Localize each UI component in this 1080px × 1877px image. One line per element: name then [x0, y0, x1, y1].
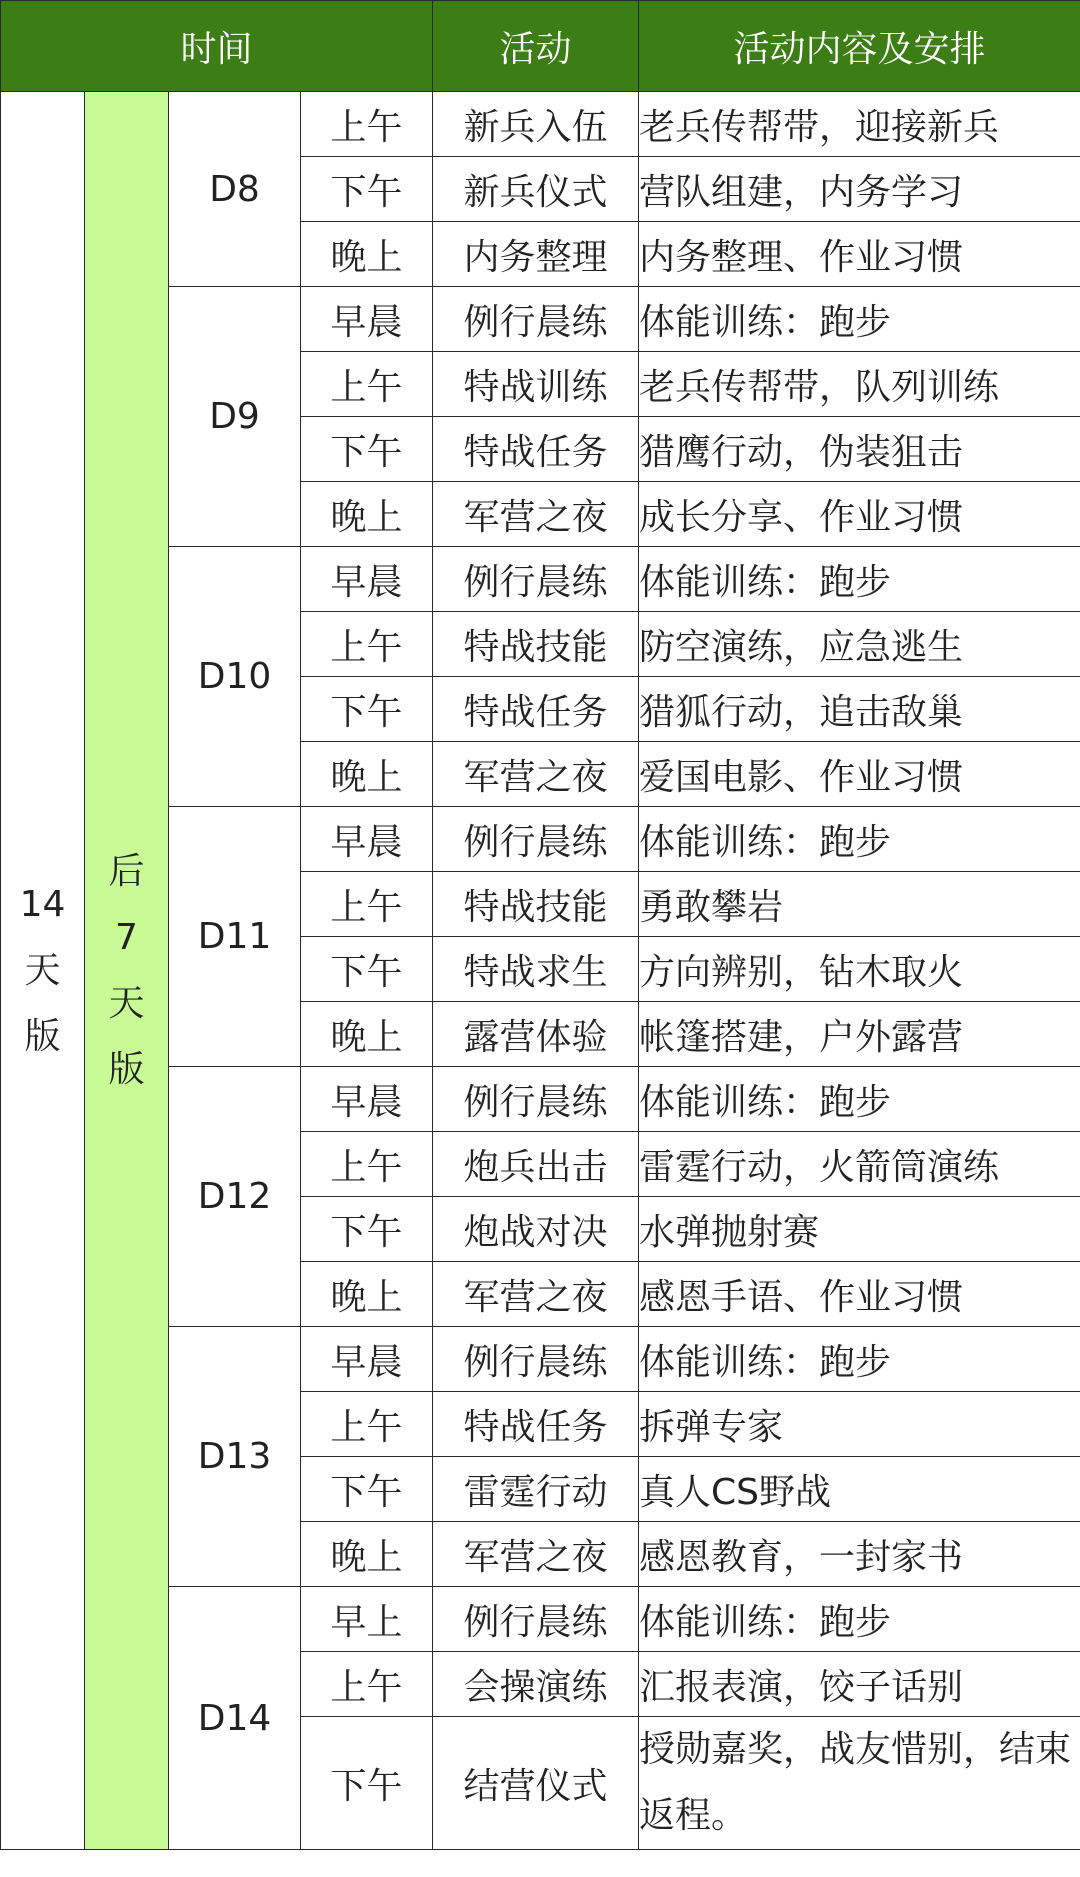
sub-version-char: 后 [108, 850, 145, 892]
activity-content: 真人CS野战 [639, 1457, 1080, 1522]
activity-content: 方向辨别，钻木取火 [639, 937, 1080, 1002]
sub-version-char: 版 [108, 1048, 145, 1090]
activity-content: 老兵传帮带，队列训练 [639, 352, 1080, 417]
activity-name: 结营仪式 [433, 1717, 639, 1850]
time-slot: 下午 [301, 677, 433, 742]
sub-version-char: 天 [108, 982, 145, 1024]
schedule-row [1, 92, 1080, 157]
time-slot: 下午 [301, 157, 433, 222]
activity-content: 猎鹰行动，伪装狙击 [639, 417, 1080, 482]
day-label: D14 [169, 1587, 301, 1850]
header-time: 时间 [1, 1, 433, 92]
activity-name: 露营体验 [433, 1002, 639, 1067]
day-label: D13 [169, 1327, 301, 1587]
activity-content: 体能训练：跑步 [639, 1587, 1080, 1652]
activity-content: 体能训练：跑步 [639, 287, 1080, 352]
activity-name: 炮兵出击 [433, 1132, 639, 1197]
activity-name: 会操演练 [433, 1652, 639, 1717]
sub-version-char: 7 [115, 916, 138, 958]
time-slot: 晚上 [301, 1522, 433, 1587]
activity-name: 特战任务 [433, 1392, 639, 1457]
time-slot: 晚上 [301, 742, 433, 807]
activity-name: 内务整理 [433, 222, 639, 287]
activity-name: 新兵仪式 [433, 157, 639, 222]
activity-name: 特战技能 [433, 612, 639, 677]
sub-version-label [85, 92, 169, 1850]
activity-name: 例行晨练 [433, 807, 639, 872]
activity-content: 爱国电影、作业习惯 [639, 742, 1080, 807]
time-slot: 晚上 [301, 482, 433, 547]
activity-content: 体能训练：跑步 [639, 807, 1080, 872]
activity-name: 特战训练 [433, 352, 639, 417]
activity-name: 特战任务 [433, 417, 639, 482]
activity-name: 军营之夜 [433, 742, 639, 807]
version-char: 14 [19, 883, 66, 925]
time-slot: 上午 [301, 612, 433, 677]
header-content: 活动内容及安排 [639, 1, 1080, 92]
activity-content: 内务整理、作业习惯 [639, 222, 1080, 287]
day-label: D11 [169, 807, 301, 1067]
activity-name: 军营之夜 [433, 1262, 639, 1327]
time-slot: 下午 [301, 417, 433, 482]
version-char: 天 [24, 949, 61, 991]
activity-name: 例行晨练 [433, 287, 639, 352]
activity-content: 感恩教育，一封家书 [639, 1522, 1080, 1587]
time-slot: 晚上 [301, 1262, 433, 1327]
time-slot: 上午 [301, 92, 433, 157]
activity-name: 雷霆行动 [433, 1457, 639, 1522]
time-slot: 下午 [301, 1197, 433, 1262]
activity-name: 例行晨练 [433, 1067, 639, 1132]
day-label: D8 [169, 92, 301, 287]
time-slot: 上午 [301, 1652, 433, 1717]
time-slot: 早晨 [301, 1067, 433, 1132]
activity-content: 体能训练：跑步 [639, 1067, 1080, 1132]
activity-name: 军营之夜 [433, 482, 639, 547]
schedule-body [1, 92, 1080, 1850]
time-slot: 下午 [301, 1717, 433, 1850]
activity-content: 成长分享、作业习惯 [639, 482, 1080, 547]
header-row [1, 1, 1080, 92]
activity-content: 拆弹专家 [639, 1392, 1080, 1457]
time-slot: 上午 [301, 872, 433, 937]
activity-name: 新兵入伍 [433, 92, 639, 157]
activity-name: 例行晨练 [433, 1587, 639, 1652]
time-slot: 晚上 [301, 222, 433, 287]
activity-content: 帐篷搭建，户外露营 [639, 1002, 1080, 1067]
time-slot: 早晨 [301, 547, 433, 612]
time-slot: 上午 [301, 1392, 433, 1457]
time-slot: 早晨 [301, 287, 433, 352]
activity-content: 汇报表演，饺子话别 [639, 1652, 1080, 1717]
activity-content: 猎狐行动，追击敌巢 [639, 677, 1080, 742]
time-slot: 早晨 [301, 1327, 433, 1392]
day-label: D12 [169, 1067, 301, 1327]
time-slot: 上午 [301, 1132, 433, 1197]
version-char: 版 [24, 1015, 61, 1057]
activity-name: 特战求生 [433, 937, 639, 1002]
activity-content: 雷霆行动，火箭筒演练 [639, 1132, 1080, 1197]
time-slot: 早晨 [301, 807, 433, 872]
activity-content: 老兵传帮带，迎接新兵 [639, 92, 1080, 157]
time-slot: 下午 [301, 1457, 433, 1522]
day-label: D9 [169, 287, 301, 547]
activity-content: 营队组建，内务学习 [639, 157, 1080, 222]
activity-name: 炮战对决 [433, 1197, 639, 1262]
time-slot: 上午 [301, 352, 433, 417]
activity-content: 体能训练：跑步 [639, 1327, 1080, 1392]
activity-content: 防空演练，应急逃生 [639, 612, 1080, 677]
activity-content: 体能训练：跑步 [639, 547, 1080, 612]
activity-name: 例行晨练 [433, 1327, 639, 1392]
activity-name: 军营之夜 [433, 1522, 639, 1587]
header-activity: 活动 [433, 1, 639, 92]
activity-name: 特战任务 [433, 677, 639, 742]
activity-content: 勇敢攀岩 [639, 872, 1080, 937]
activity-content: 水弹抛射赛 [639, 1197, 1080, 1262]
day-label: D10 [169, 547, 301, 807]
time-slot: 早上 [301, 1587, 433, 1652]
activity-name: 例行晨练 [433, 547, 639, 612]
time-slot: 晚上 [301, 1002, 433, 1067]
activity-content: 授勋嘉奖，战友惜别，结束返程。 [639, 1717, 1080, 1850]
activity-content: 感恩手语、作业习惯 [639, 1262, 1080, 1327]
time-slot: 下午 [301, 937, 433, 1002]
version-label [1, 92, 85, 1850]
activity-name: 特战技能 [433, 872, 639, 937]
